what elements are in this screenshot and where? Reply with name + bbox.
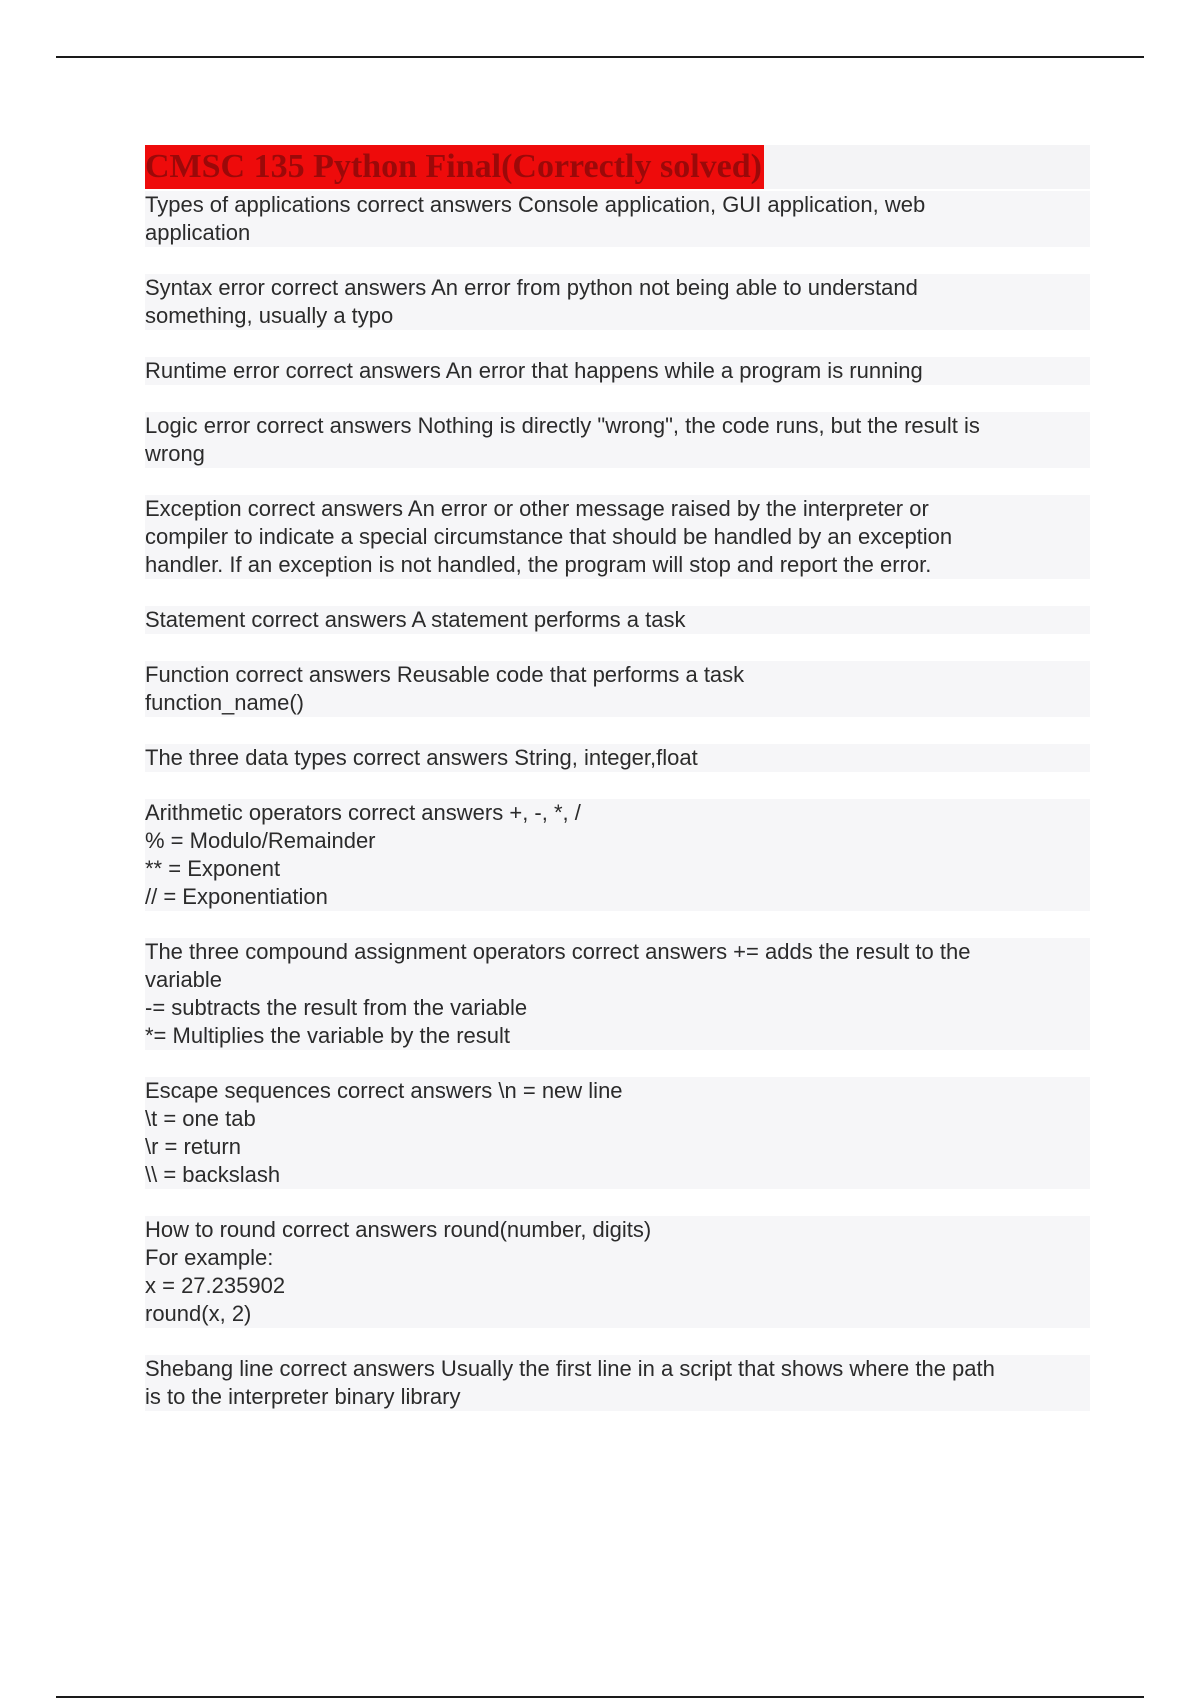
bottom-rule	[56, 1696, 1144, 1698]
qa-line: function_name()	[145, 689, 1090, 717]
qa-item	[145, 1077, 1090, 1189]
qa-line: \\ = backslash	[145, 1161, 1090, 1189]
qa-line: round(x, 2)	[145, 1300, 1090, 1328]
qa-line: The three data types correct answers String, integer,float	[145, 744, 1090, 772]
qa-item	[145, 357, 1090, 385]
qa-item	[145, 495, 1090, 579]
qa-item	[145, 799, 1090, 911]
qa-line: ** = Exponent	[145, 855, 1090, 883]
qa-line: \t = one tab	[145, 1105, 1090, 1133]
qa-line: The three compound assignment operators correct answers += adds the result to the	[145, 938, 1090, 966]
qa-line: Arithmetic operators correct answers +, -, *, /	[145, 799, 1090, 827]
document-body	[145, 145, 1090, 1438]
qa-line: *= Multiplies the variable by the result	[145, 1022, 1090, 1050]
qa-item	[145, 191, 1090, 247]
qa-line: -= subtracts the result from the variable	[145, 994, 1090, 1022]
qa-line: % = Modulo/Remainder	[145, 827, 1090, 855]
qa-line: Syntax error correct answers An error from python not being able to understand	[145, 274, 1090, 302]
qa-line: How to round correct answers round(number, digits)	[145, 1216, 1090, 1244]
qa-line: Escape sequences correct answers \n = new line	[145, 1077, 1090, 1105]
qa-item	[145, 1355, 1090, 1411]
qa-line: Statement correct answers A statement performs a task	[145, 606, 1090, 634]
top-rule	[56, 56, 1144, 58]
qa-line: Shebang line correct answers Usually the first line in a script that shows where the path	[145, 1355, 1090, 1383]
qa-item	[145, 606, 1090, 634]
qa-line: For example:	[145, 1244, 1090, 1272]
qa-item	[145, 274, 1090, 330]
qa-item	[145, 412, 1090, 468]
qa-line: handler. If an exception is not handled, the program will stop and report the error.	[145, 551, 1090, 579]
qa-item	[145, 938, 1090, 1050]
qa-line: Types of applications correct answers Console application, GUI application, web	[145, 191, 1090, 219]
qa-line: Logic error correct answers Nothing is directly "wrong", the code runs, but the result is	[145, 412, 1090, 440]
qa-item	[145, 661, 1090, 717]
qa-line: wrong	[145, 440, 1090, 468]
qa-line: x = 27.235902	[145, 1272, 1090, 1300]
qa-line: something, usually a typo	[145, 302, 1090, 330]
qa-line: Function correct answers Reusable code that performs a task	[145, 661, 1090, 689]
qa-item	[145, 744, 1090, 772]
qa-line: variable	[145, 966, 1090, 994]
qa-line: \r = return	[145, 1133, 1090, 1161]
qa-item	[145, 1216, 1090, 1328]
qa-line: Runtime error correct answers An error that happens while a program is running	[145, 357, 1090, 385]
qa-line: Exception correct answers An error or other message raised by the interpreter or	[145, 495, 1090, 523]
document-title: CMSC 135 Python Final(Correctly solved)	[145, 145, 764, 189]
qa-line: compiler to indicate a special circumstance that should be handled by an exception	[145, 523, 1090, 551]
title-bar	[145, 145, 1090, 189]
qa-line: application	[145, 219, 1090, 247]
qa-line: // = Exponentiation	[145, 883, 1090, 911]
qa-line: is to the interpreter binary library	[145, 1383, 1090, 1411]
